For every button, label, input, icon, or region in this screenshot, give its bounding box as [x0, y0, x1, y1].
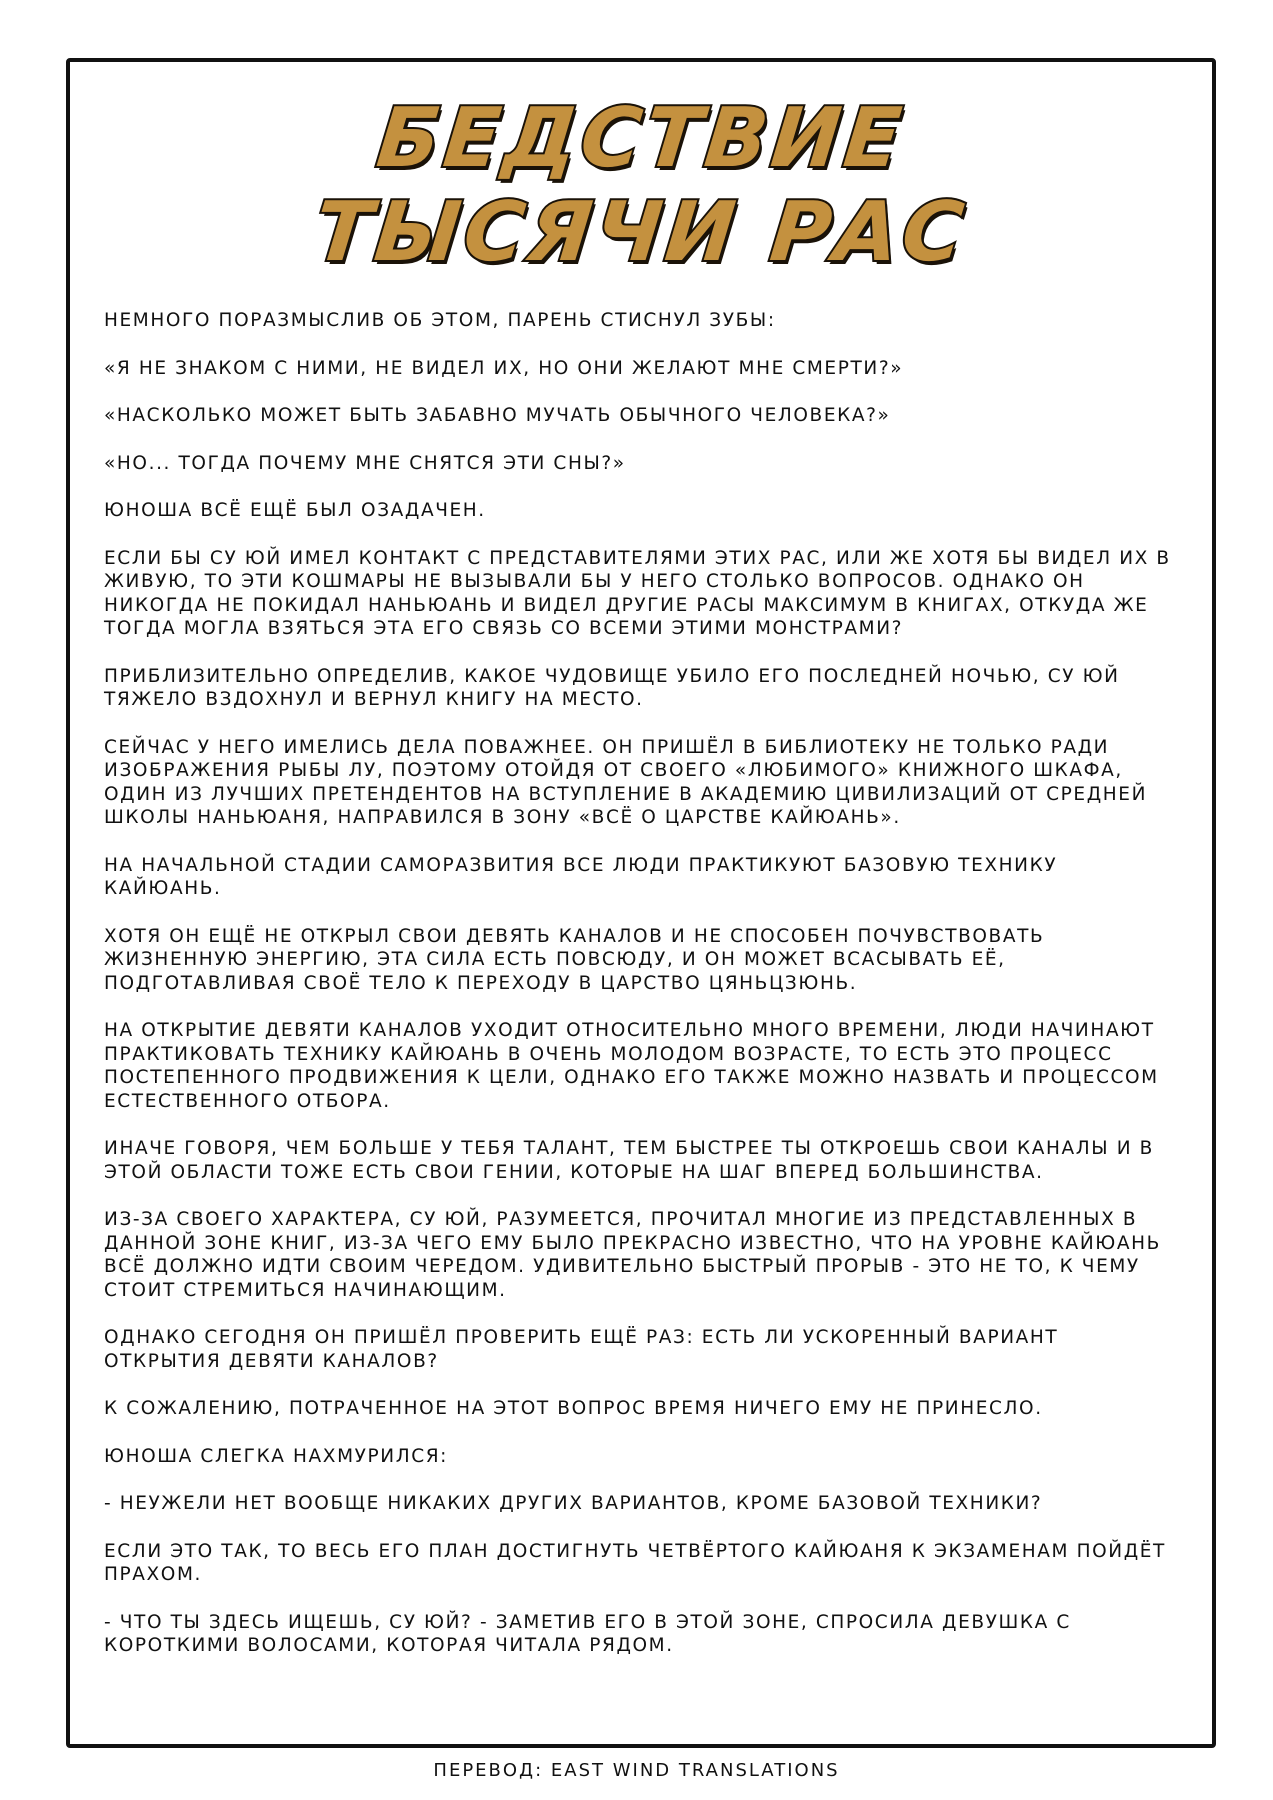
paragraph: ЕСЛИ ЭТО ТАК, ТО ВЕСЬ ЕГО ПЛАН ДОСТИГНУТЬ ЧЕТВЁРТОГО КАЙЮАНЯ К ЭКЗАМЕНАМ ПОЙДЁТ ПРАХОМ. — [104, 1540, 1166, 1585]
translator-credit: ПЕРЕВОД: EAST WIND TRANSLATIONS — [433, 1760, 840, 1781]
title-line-2: ТЫСЯЧИ РАС — [310, 185, 972, 280]
paragraph: ИЗ-ЗА СВОЕГО ХАРАКТЕРА, СУ ЮЙ, РАЗУМЕЕТСЯ, ПРОЧИТАЛ МНОГИЕ ИЗ ПРЕДСТАВЛЕННЫХ В ДАННОЙ ЗОНЕ КНИГ, ИЗ-ЗА ЧЕГО ЕМУ БЫЛО ПРЕКРАСНО ИЗВЕСТНО, ЧТО НА УРОВНЕ КАЙЮАНЬ ВСЁ ДОЛЖНО ИДТИ СВОИМ ЧЕРЕДОМ. УДИВИТЕЛЬНО БЫСТРЫЙ ПРОРЫВ - ЭТО НЕ ТО, К ЧЕМУ СТОИТ СТРЕМИТЬСЯ НАЧИНАЮЩИМ. — [104, 1209, 1161, 1301]
paragraph: ИНАЧЕ ГОВОРЯ, ЧЕМ БОЛЬШЕ У ТЕБЯ ТАЛАНТ, ТЕМ БЫСТРЕЕ ТЫ ОТКРОЕШЬ СВОИ КАНАЛЫ И В ЭТОЙ ОБЛАСТИ ТОЖЕ ЕСТЬ СВОИ ГЕНИИ, КОТОРЫЕ НА ШАГ ВПЕРЕД БОЛЬШИНСТВА. — [104, 1138, 1154, 1183]
paragraph: ЮНОША ВСЁ ЕЩЁ БЫЛ ОЗАДАЧЕН. — [104, 500, 486, 521]
paragraph: ХОТЯ ОН ЕЩЁ НЕ ОТКРЫЛ СВОИ ДЕВЯТЬ КАНАЛОВ И НЕ СПОСОБЕН ПОЧУВСТВОВАТЬ ЖИЗНЕННУЮ ЭНЕРГИЮ, ЭТА СИЛА ЕСТЬ ПОВСЮДУ, И ОН МОЖЕТ ВСАСЫВАТЬ ЕЁ, ПОДГОТАВЛИВАЯ СВОЁ ТЕЛО К ПЕРЕХОДУ В ЦАРСТВО ЦЯНЬЦЗЮНЬ. — [104, 925, 1045, 994]
paragraph: НА ОТКРЫТИЕ ДЕВЯТИ КАНАЛОВ УХОДИТ ОТНОСИТЕЛЬНО МНОГО ВРЕМЕНИ, ЛЮДИ НАЧИНАЮТ ПРАКТИКОВАТЬ ТЕХНИКУ КАЙЮАНЬ В ОЧЕНЬ МОЛОДОМ ВОЗРАСТЕ, ТО ЕСТЬ ЭТО ПРОЦЕСС ПОСТЕПЕННОГО ПРОДВИЖЕНИЯ К ЦЕЛИ, ОДНАКО ЕГО ТАКЖЕ МОЖНО НАЗВАТЬ И ПРОЦЕССОМ ЕСТЕСТВЕННОГО ОТБОРА. — [104, 1020, 1159, 1112]
paragraph: «Я НЕ ЗНАКОМ С НИМИ, НЕ ВИДЕЛ ИХ, НО ОНИ ЖЕЛАЮТ МНЕ СМЕРТИ?» — [104, 357, 904, 379]
paragraph: «НАСКОЛЬКО МОЖЕТ БЫТЬ ЗАБАВНО МУЧАТЬ ОБЫЧНОГО ЧЕЛОВЕКА?» — [104, 405, 891, 426]
paragraph: К СОЖАЛЕНИЮ, ПОТРАЧЕННОЕ НА ЭТОТ ВОПРОС ВРЕМЯ НИЧЕГО ЕМУ НЕ ПРИНЕСЛО. — [104, 1398, 1043, 1419]
paragraph: - ЧТО ТЫ ЗДЕСЬ ИЩЕШЬ, СУ ЮЙ? - ЗАМЕТИВ ЕГО В ЭТОЙ ЗОНЕ, СПРОСИЛА ДЕВУШКА С КОРОТКИМИ ВОЛОСАМИ, КОТОРАЯ ЧИТАЛА РЯДОМ. — [104, 1611, 1071, 1656]
paragraph: ОДНАКО СЕГОДНЯ ОН ПРИШЁЛ ПРОВЕРИТЬ ЕЩЁ РАЗ: ЕСТЬ ЛИ УСКОРЕННЫЙ ВАРИАНТ ОТКРЫТИЯ ДЕВЯТИ КАНАЛОВ? — [104, 1327, 1059, 1372]
title-logo — [70, 92, 1212, 280]
paragraph: СЕЙЧАС У НЕГО ИМЕЛИСЬ ДЕЛА ПОВАЖНЕЕ. ОН ПРИШЁЛ В БИБЛИОТЕКУ НЕ ТОЛЬКО РАДИ ИЗОБРАЖЕНИЯ РЫБЫ ЛУ, ПОЭТОМУ ОТОЙДЯ ОТ СВОЕГО «ЛЮБИМОГО» КНИЖНОГО ШКАФА, ОДИН ИЗ ЛУЧШИХ ПРЕТЕНДЕНТОВ НА ВСТУПЛЕНИЕ В АКАДЕМИЮ ЦИВИЛИЗАЦИЙ ОТ СРЕДНЕЙ ШКОЛЫ НАНЬЮАНЯ, НАПРАВИЛСЯ В ЗОНУ «ВСЁ О ЦАРСТВЕ КАЙЮАНЬ». — [104, 736, 1148, 828]
paragraph: «НО... ТОГДА ПОЧЕМУ МНЕ СНЯТСЯ ЭТИ СНЫ?» — [104, 452, 626, 474]
paragraph: НА НАЧАЛЬНОЙ СТАДИИ САМОРАЗВИТИЯ ВСЕ ЛЮДИ ПРАКТИКУЮТ БАЗОВУЮ ТЕХНИКУ КАЙЮАНЬ. — [104, 854, 1058, 899]
paragraph: ЕСЛИ БЫ СУ ЮЙ ИМЕЛ КОНТАКТ С ПРЕДСТАВИТЕЛЯМИ ЭТИХ РАС, ИЛИ ЖЕ ХОТЯ БЫ ВИДЕЛ ИХ В ЖИВУЮ, ТО ЭТИ КОШМАРЫ НЕ ВЫЗЫВАЛИ БЫ У НЕГО СТОЛЬКО ВОПРОСОВ. ОДНАКО ОН НИКОГДА НЕ ПОКИДАЛ НАНЬЮАНЬ И ВИДЕЛ ДРУГИЕ РАСЫ МАКСИМУМ В КНИГАХ, ОТКУДА ЖЕ ТОГДА МОГЛА ВЗЯТЬСЯ ЭТА ЕГО СВЯЗЬ СО ВСЕМИ ЭТИМИ МОНСТРАМИ? — [104, 547, 1171, 639]
paragraph: - НЕУЖЕЛИ НЕТ ВООБЩЕ НИКАКИХ ДРУГИХ ВАРИАНТОВ, КРОМЕ БАЗОВОЙ ТЕХНИКИ? — [104, 1493, 1043, 1514]
title-line-1: БЕДСТВИЕ — [372, 91, 910, 186]
paragraph: ЮНОША СЛЕГКА НАХМУРИЛСЯ: — [104, 1445, 449, 1467]
paragraph: ПРИБЛИЗИТЕЛЬНО ОПРЕДЕЛИВ, КАКОЕ ЧУДОВИЩЕ УБИЛО ЕГО ПОСЛЕДНЕЙ НОЧЬЮ, СУ ЮЙ ТЯЖЕЛО ВЗДОХНУЛ И ВЕРНУЛ КНИГУ НА МЕСТО. — [104, 665, 1120, 710]
body-text — [104, 309, 1182, 1682]
paragraph: НЕМНОГО ПОРАЗМЫСЛИВ ОБ ЭТОМ, ПАРЕНЬ СТИСНУЛ ЗУБЫ: — [104, 310, 776, 331]
page-frame — [66, 58, 1216, 1748]
